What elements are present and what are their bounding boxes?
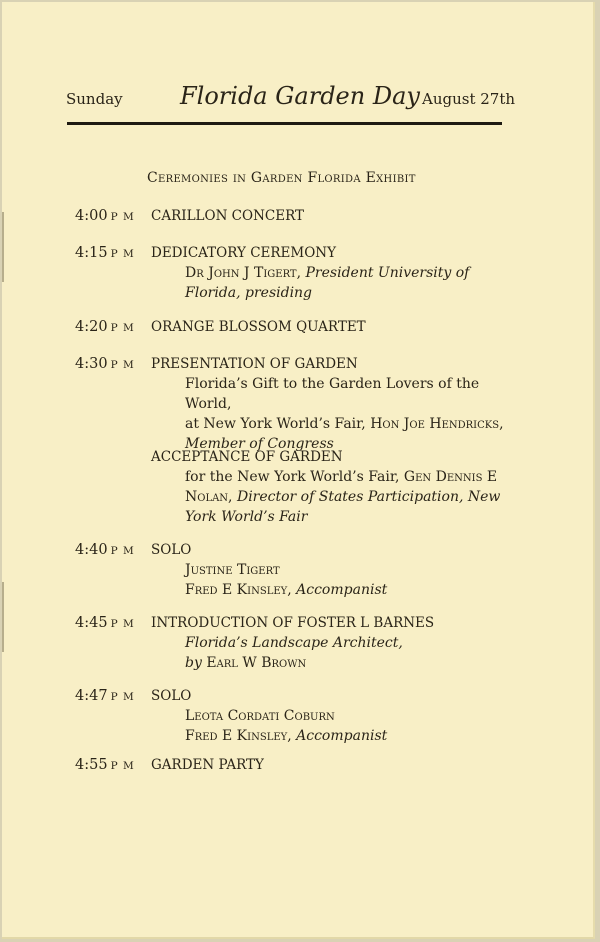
- person-name: Dr John J Tigert,: [185, 265, 302, 281]
- entry-time: 4:45 P M: [75, 615, 135, 631]
- performer-name: Leota Cordati Coburn: [185, 708, 335, 724]
- entry-heading: ORANGE BLOSSOM QUARTET: [151, 319, 366, 335]
- entry-detail: [185, 263, 505, 303]
- detail-line: [185, 726, 505, 746]
- entry-heading: INTRODUCTION OF FOSTER L BARNES: [151, 615, 435, 631]
- entry-time: 4:47 P M: [75, 688, 135, 704]
- person-name: Hon Joe Hendricks,: [370, 416, 504, 432]
- entry-time: 4:20 P M: [75, 319, 135, 335]
- entry-detail: [185, 706, 505, 746]
- performer-name: Justine Tigert: [185, 562, 280, 578]
- header-date: August 27th: [422, 90, 516, 108]
- detail-line: at New York World’s Fair, Hon Joe Hendricks,: [185, 416, 504, 432]
- person-role: President University of Florida, presiding: [185, 265, 470, 301]
- entry-detail: [185, 633, 505, 673]
- detail-line: Florida’s Gift to the Garden Lovers of the World,: [185, 376, 480, 412]
- person-name: Fred E Kinsley,: [185, 582, 292, 598]
- staple-mark: [2, 212, 12, 282]
- entry-detail: [185, 374, 505, 454]
- entry-time: 4:40 P M: [75, 542, 135, 558]
- person-name: Fred E Kinsley,: [185, 728, 292, 744]
- entry-heading: DEDICATORY CEREMONY: [151, 245, 337, 261]
- header-day: Sunday: [66, 90, 123, 108]
- person-name: Earl W Brown: [206, 655, 307, 671]
- entry-detail: for the New York World’s Fair, Gen Dennis E Nolan, Director of States Participation, New York World’s Fair: [185, 469, 501, 525]
- person-role: Accompanist: [296, 728, 388, 744]
- person-role: Accompanist: [296, 582, 388, 598]
- person-role: Member of Congress: [185, 436, 334, 452]
- section-title: Ceremonies in Garden Florida Exhibit: [147, 170, 416, 186]
- staple-mark: [2, 582, 12, 652]
- entry-time: 4:00 P M: [75, 208, 135, 224]
- entry-heading: SOLO: [151, 688, 192, 704]
- page-title: Florida Garden Day: [180, 82, 420, 110]
- entry-time: 4:15 P M: [75, 245, 135, 261]
- person-role: Florida’s Landscape Architect,: [185, 635, 403, 651]
- person-role: Director of States Participation, New York World’s Fair: [185, 489, 501, 525]
- entry-detail: [185, 560, 505, 600]
- entry-heading: CARILLON CONCERT: [151, 208, 305, 224]
- entry-heading: ACCEPTANCE OF GARDEN: [151, 449, 343, 465]
- person-name: Gen Dennis E Nolan,: [185, 469, 498, 505]
- detail-line: by Earl W Brown: [185, 655, 307, 671]
- entry-heading: SOLO: [151, 542, 192, 558]
- entry-heading: GARDEN PARTY: [151, 757, 264, 773]
- entry-time: 4:55 P M: [75, 757, 135, 773]
- entry-time: 4:30 P M: [75, 356, 135, 372]
- detail-line: [185, 580, 505, 600]
- entry-heading: PRESENTATION OF GARDEN: [151, 356, 358, 372]
- header-rule: [67, 122, 502, 125]
